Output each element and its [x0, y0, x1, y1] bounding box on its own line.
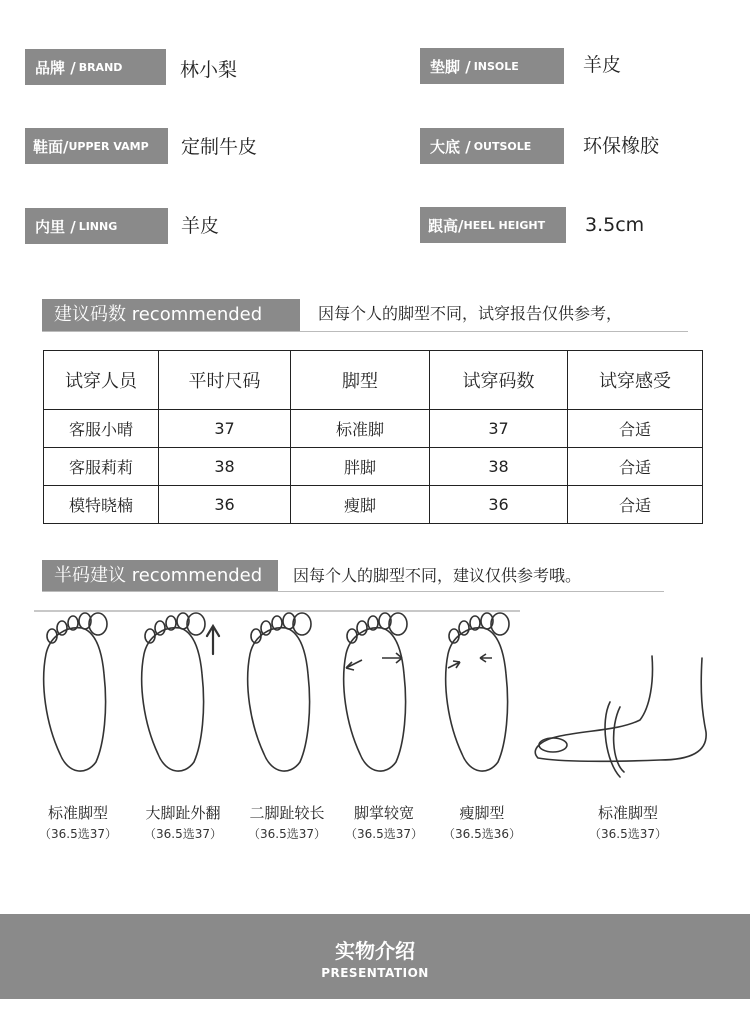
foot-size-label: （36.5选36） — [443, 827, 521, 841]
table-header-cell: 试穿感受 — [568, 351, 703, 410]
table-header-cell: 试穿人员 — [44, 351, 159, 410]
table-cell: 标准脚 — [291, 410, 430, 448]
foot-caption-3 — [232, 802, 342, 844]
spec-value-insole: 羊皮 — [583, 54, 622, 76]
half-size-title: 半码建议 recommended — [42, 560, 278, 592]
spec-label-insole — [420, 48, 564, 84]
table-row — [44, 410, 703, 448]
banner-subtitle: PRESENTATION — [321, 966, 429, 980]
spec-label-en: HEEL HEIGHT — [463, 218, 546, 232]
spec-label-zh: 垫脚 / — [430, 57, 471, 76]
spec-label-zh: 跟高/ — [428, 216, 464, 235]
table-row — [44, 486, 703, 524]
spec-label-zh: 鞋面/ — [33, 137, 69, 156]
table-cell: 37 — [430, 410, 568, 448]
table-cell: 合适 — [568, 486, 703, 524]
long-second-toe-foot-icon — [248, 613, 311, 771]
bunion-foot-icon — [142, 613, 219, 771]
foot-caption-2 — [128, 802, 238, 844]
table-cell: 合适 — [568, 410, 703, 448]
table-header-row — [44, 351, 703, 410]
spec-label-en: INSOLE — [473, 59, 519, 73]
table-cell: 胖脚 — [291, 448, 430, 486]
table-cell: 36 — [430, 486, 568, 524]
spec-value-lining: 羊皮 — [181, 215, 220, 237]
spec-label-lining — [25, 208, 168, 244]
banner-title: 实物介绍 — [335, 939, 415, 963]
foot-type-label: 标准脚型 — [597, 804, 658, 822]
recommend-note: 因每个人的脚型不同，试穿报告仅供参考， — [318, 304, 623, 323]
wide-foot-icon — [344, 613, 407, 771]
half-size-divider — [42, 591, 664, 592]
foot-size-label: （36.5选37） — [345, 827, 423, 841]
spec-label-en: UPPER VAMP — [68, 139, 149, 153]
table-cell: 合适 — [568, 448, 703, 486]
table-cell: 客服莉莉 — [44, 448, 159, 486]
foot-type-label: 瘦脚型 — [459, 804, 505, 822]
spec-value-brand: 林小梨 — [180, 59, 238, 81]
table-cell: 模特晓楠 — [44, 486, 159, 524]
table-cell: 瘦脚 — [291, 486, 430, 524]
foot-caption-6 — [573, 802, 683, 844]
table-cell: 36 — [159, 486, 291, 524]
foot-type-label: 大脚趾外翻 — [145, 804, 221, 822]
spec-value-heel-height: 3.5cm — [585, 214, 645, 236]
spec-label-zh: 大底 / — [430, 137, 471, 156]
table-cell: 38 — [430, 448, 568, 486]
table-header-cell: 脚型 — [291, 351, 430, 410]
spec-label-upper-vamp — [25, 128, 168, 164]
foot-size-label: （36.5选37） — [144, 827, 222, 841]
foot-size-label: （36.5选37） — [39, 827, 117, 841]
half-size-note: 因每个人的脚型不同，建议仅供参考哦。 — [293, 566, 582, 585]
foot-size-label: （36.5选37） — [248, 827, 326, 841]
foot-type-label: 脚掌较宽 — [353, 804, 414, 822]
spec-label-en: OUTSOLE — [473, 139, 532, 153]
foot-size-label: （36.5选37） — [589, 827, 667, 841]
spec-label-zh: 品牌 / — [35, 58, 76, 77]
table-row — [44, 448, 703, 486]
table-cell: 客服小晴 — [44, 410, 159, 448]
table-cell: 37 — [159, 410, 291, 448]
spec-label-heel-height — [420, 207, 566, 243]
recommend-divider — [42, 331, 688, 332]
standard-foot-icon — [44, 613, 107, 771]
spec-value-upper-vamp: 定制牛皮 — [181, 136, 258, 158]
spec-value-outsole: 环保橡胶 — [583, 135, 660, 157]
spec-label-brand — [25, 49, 166, 85]
fit-table — [43, 350, 703, 524]
recommend-title: 建议码数 recommended — [42, 299, 300, 331]
table-cell: 38 — [159, 448, 291, 486]
foot-type-label: 二脚趾较长 — [249, 804, 325, 822]
side-view-foot-icon — [535, 656, 706, 777]
presentation-banner — [0, 914, 750, 999]
spec-label-en: BRAND — [78, 60, 123, 74]
spec-label-en: LINNG — [78, 219, 118, 233]
foot-illustrations — [0, 612, 750, 802]
foot-type-label: 标准脚型 — [47, 804, 108, 822]
spec-label-zh: 内里 / — [35, 217, 76, 236]
foot-caption-5 — [427, 802, 537, 844]
table-header-cell: 试穿码数 — [430, 351, 568, 410]
spec-label-outsole — [420, 128, 564, 164]
table-header-cell: 平时尺码 — [159, 351, 291, 410]
foot-caption-4 — [329, 802, 439, 844]
narrow-foot-icon — [446, 613, 509, 771]
foot-caption-1 — [23, 802, 133, 844]
